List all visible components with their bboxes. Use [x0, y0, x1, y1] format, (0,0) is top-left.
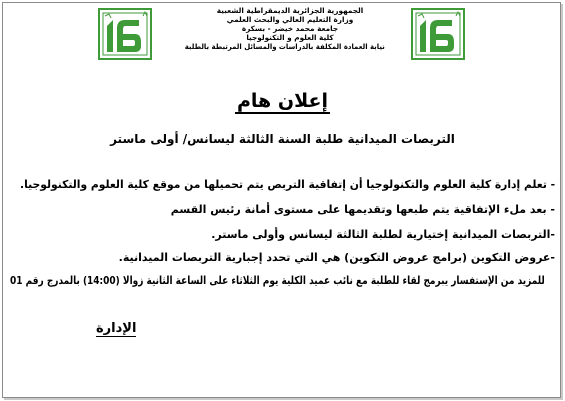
body-line: -التربصات الميدانية إختيارية لطلبة الثالثة ليسانس وأولى ماستر. — [211, 228, 555, 241]
university-logo-icon — [408, 6, 468, 62]
body-line: -عروض التكوين (برامج عروض التكوين) هي التي تحدد إجبارية التربصات الميدانية. — [118, 251, 555, 264]
body-line: للمزيد من الإستفسار يبرمج لقاء للطلبة مع نائب عميد الكلية يوم الثلاثاء على الساعة الثانية زوالا (14:00) بالمدرج رقم 01 — [10, 274, 545, 287]
document-page — [2, 2, 561, 398]
announcement-title: إعلان هام — [237, 90, 328, 112]
header-line: وزارة التعليم العالي والبحث العلمي — [226, 15, 354, 24]
header-line: جامعة محمد خيضر - بسكرة — [241, 24, 339, 33]
header-line: كلية العلوم و التكنولوجيا — [246, 33, 334, 42]
university-logo-icon — [95, 6, 155, 62]
header-line: نيابة العمادة المكلفة بالدراسات والمسائل المرتبطة بالطلبة — [184, 42, 385, 51]
page-shadow-right — [561, 4, 563, 398]
body-line: - بعد ملء الإتفاقية يتم طبعها وتقديمها على مستوى أمانة رئيس القسم — [170, 203, 555, 216]
header-line: الجمهورية الجزائرية الديمقراطية الشعبية — [216, 6, 364, 15]
signature-administration: الإدارة — [96, 321, 137, 336]
page-shadow-bottom — [4, 398, 563, 400]
announcement-subtitle: التربصات الميدانية طلبة السنة الثالثة ليسانس/ أولى ماستر — [110, 132, 455, 146]
institution-header — [184, 6, 390, 51]
body-line: - تعلم إدارة كلية العلوم والتكنولوجيا أن إتفاقية التربص يتم تحميلها من موقع كلية العلوم والتكنولوجيا. — [19, 178, 555, 191]
